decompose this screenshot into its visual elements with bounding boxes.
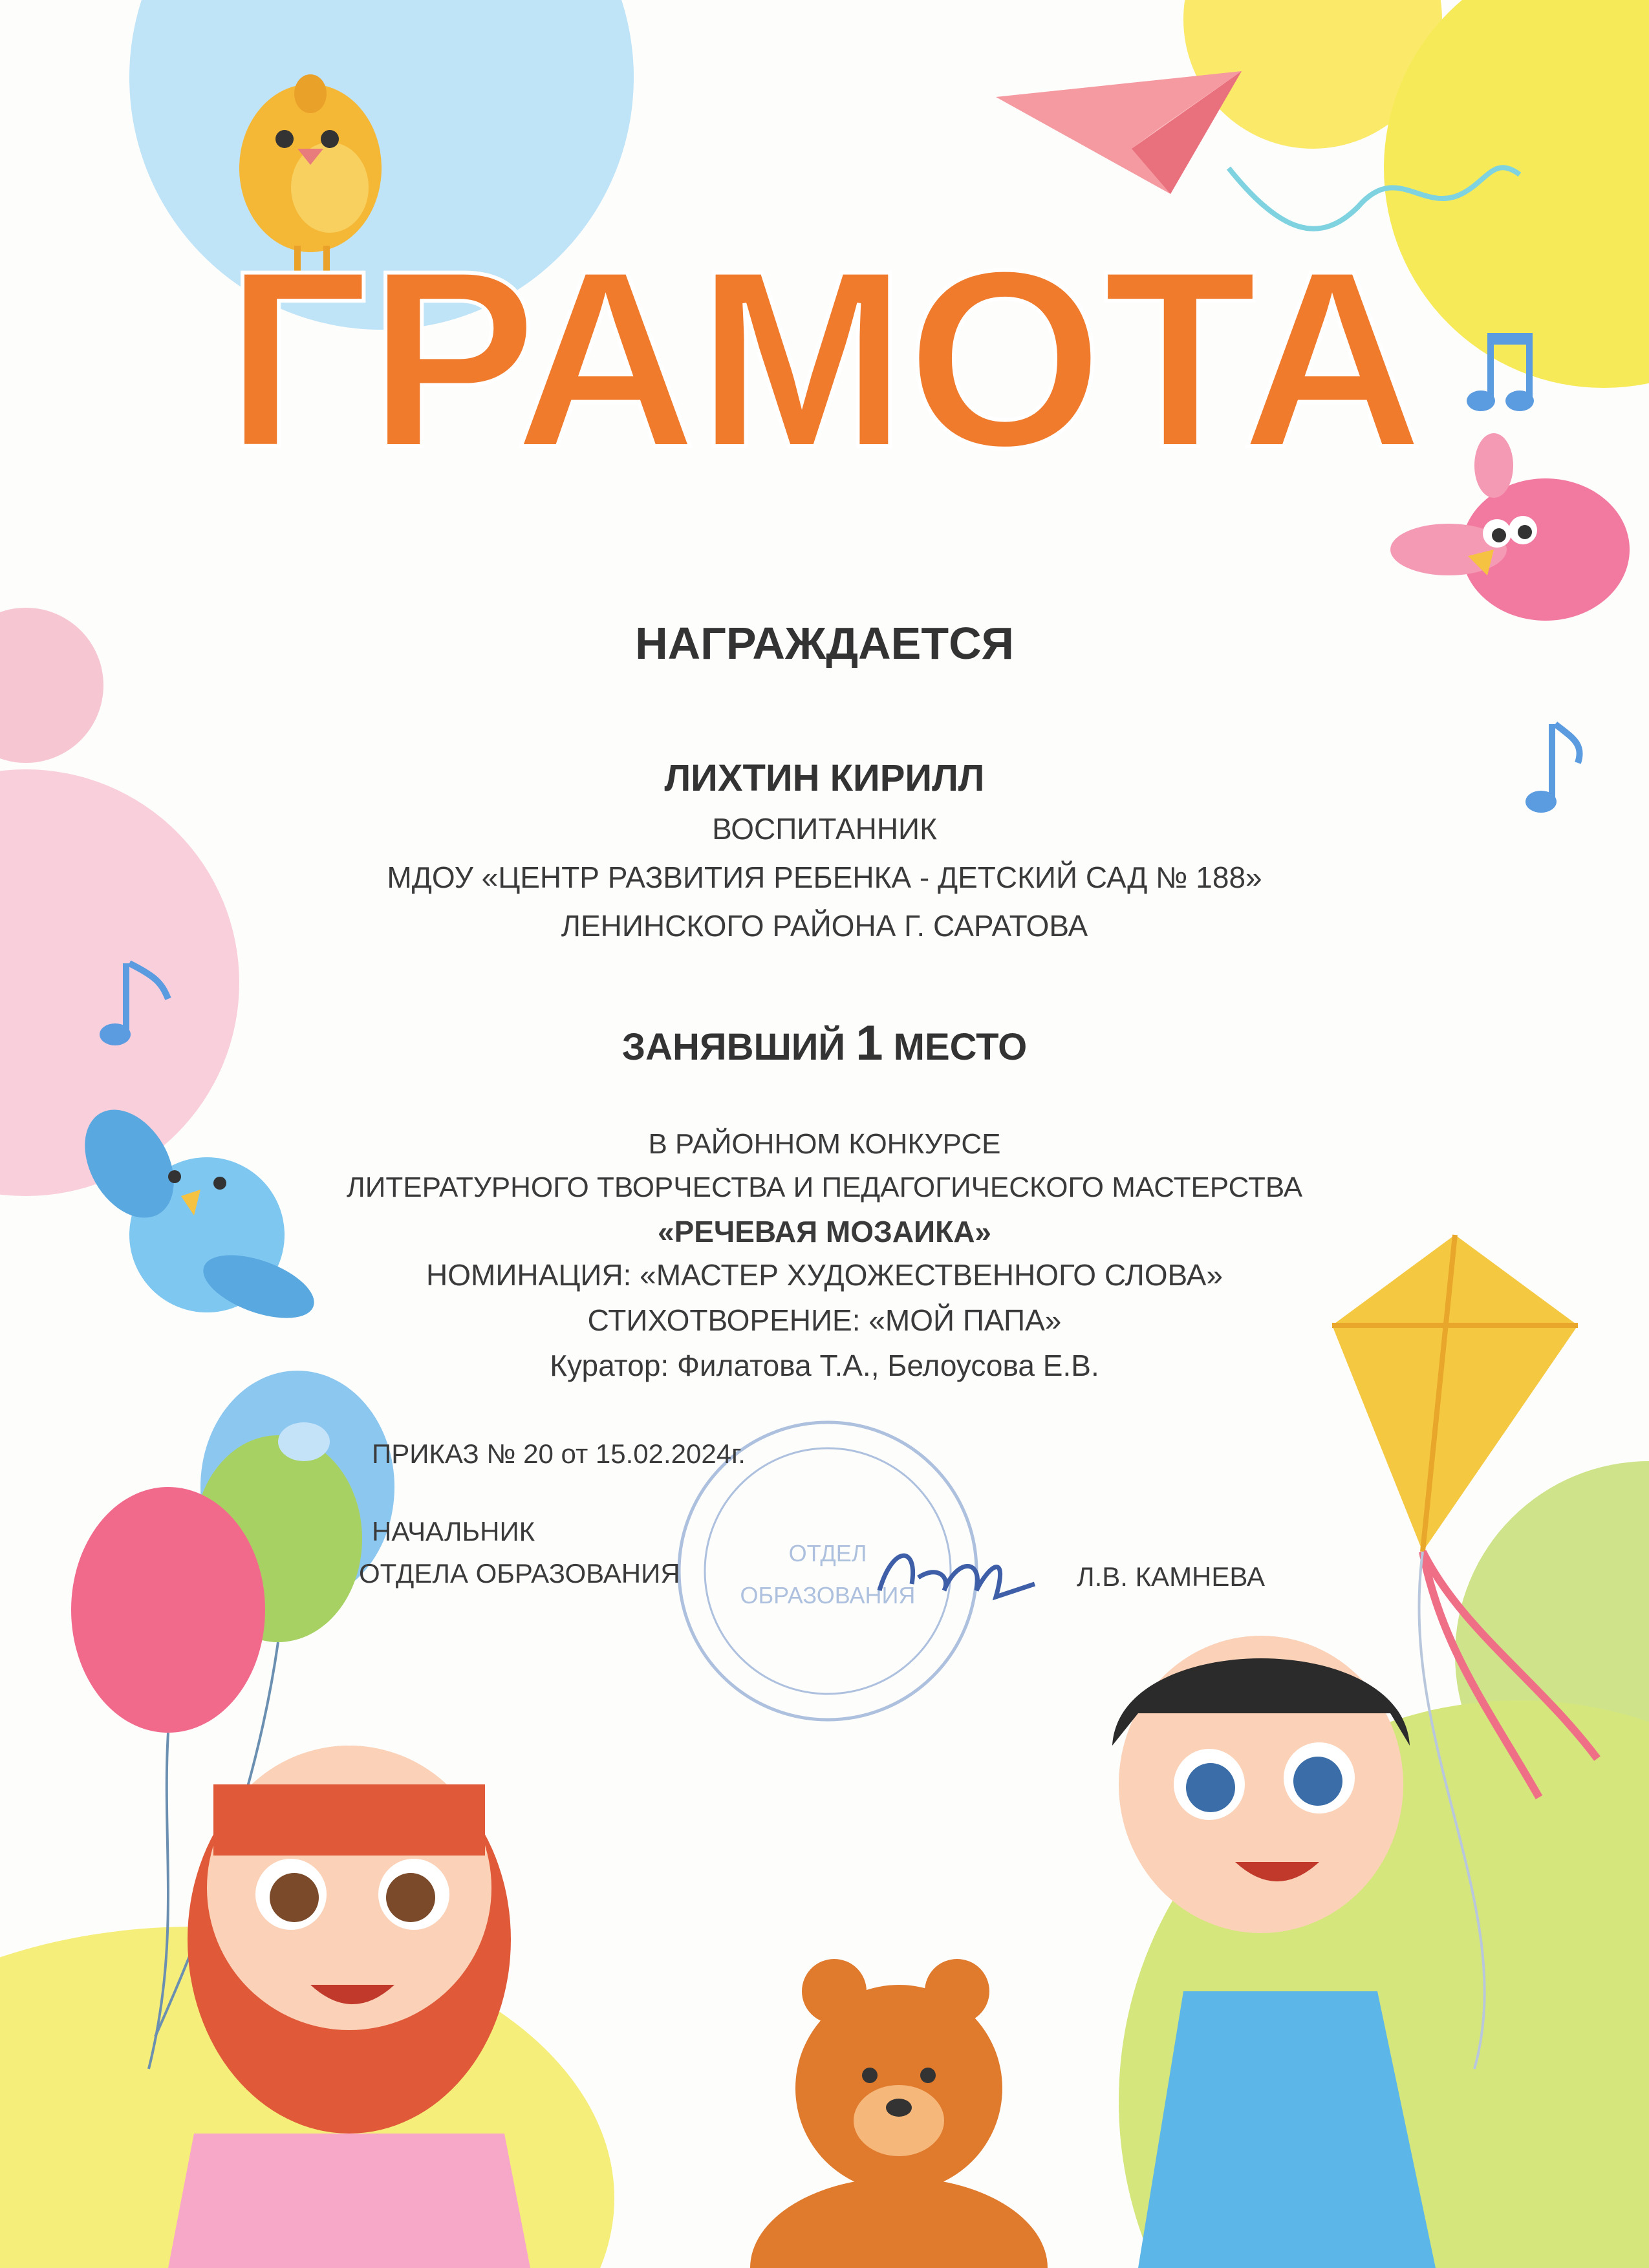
awarded-heading: НАГРАЖДАЕТСЯ xyxy=(635,618,1014,669)
order-reference: ПРИКАЗ № 20 от 15.02.2024г. xyxy=(372,1439,746,1469)
contest-name: «РЕЧЕВАЯ МОЗАИКА» xyxy=(657,1215,992,1248)
curators: Куратор: Филатова Т.А., Белоусова Е.В. xyxy=(550,1349,1099,1382)
place-suffix: МЕСТО xyxy=(893,1026,1028,1068)
recipient-district: ЛЕНИНСКОГО РАЙОНА Г. САРАТОВА xyxy=(561,909,1088,943)
poem: СТИХОТВОРЕНИЕ: «МОЙ ПАПА» xyxy=(587,1303,1062,1337)
svg-text:ОТДЕЛ: ОТДЕЛ xyxy=(788,1540,867,1567)
contest-line-1: В РАЙОННОМ КОНКУРСЕ xyxy=(648,1128,1001,1160)
recipient-institution: МДОУ «ЦЕНТР РАЗВИТИЯ РЕБЕНКА - ДЕТСКИЙ САД № 188» xyxy=(387,861,1262,894)
signer-name: Л.В. КАМНЕВА xyxy=(1077,1561,1266,1592)
recipient-role: ВОСПИТАННИК xyxy=(712,812,937,846)
signer-title-line-1: НАЧАЛЬНИК xyxy=(372,1516,535,1546)
signer-title-line-2: ОТДЕЛА ОБРАЗОВАНИЯ xyxy=(359,1558,680,1589)
place-number: 1 xyxy=(856,1016,883,1071)
recipient-name: ЛИХТИН КИРИЛЛ xyxy=(664,757,985,799)
svg-text:ГРАМОТА: ГРАМОТА xyxy=(225,218,1424,500)
place-line xyxy=(0,1015,1649,1071)
place-prefix: ЗАНЯВШИЙ xyxy=(621,1026,846,1068)
nomination: НОМИНАЦИЯ: «МАСТЕР ХУДОЖЕСТВЕННОГО СЛОВА» xyxy=(426,1258,1223,1292)
contest-line-2: ЛИТЕРАТУРНОГО ТВОРЧЕСТВА И ПЕДАГОГИЧЕСКОГО МАСТЕРСТВА xyxy=(346,1171,1303,1203)
svg-text:ОБРАЗОВАНИЯ: ОБРАЗОВАНИЯ xyxy=(740,1582,916,1609)
